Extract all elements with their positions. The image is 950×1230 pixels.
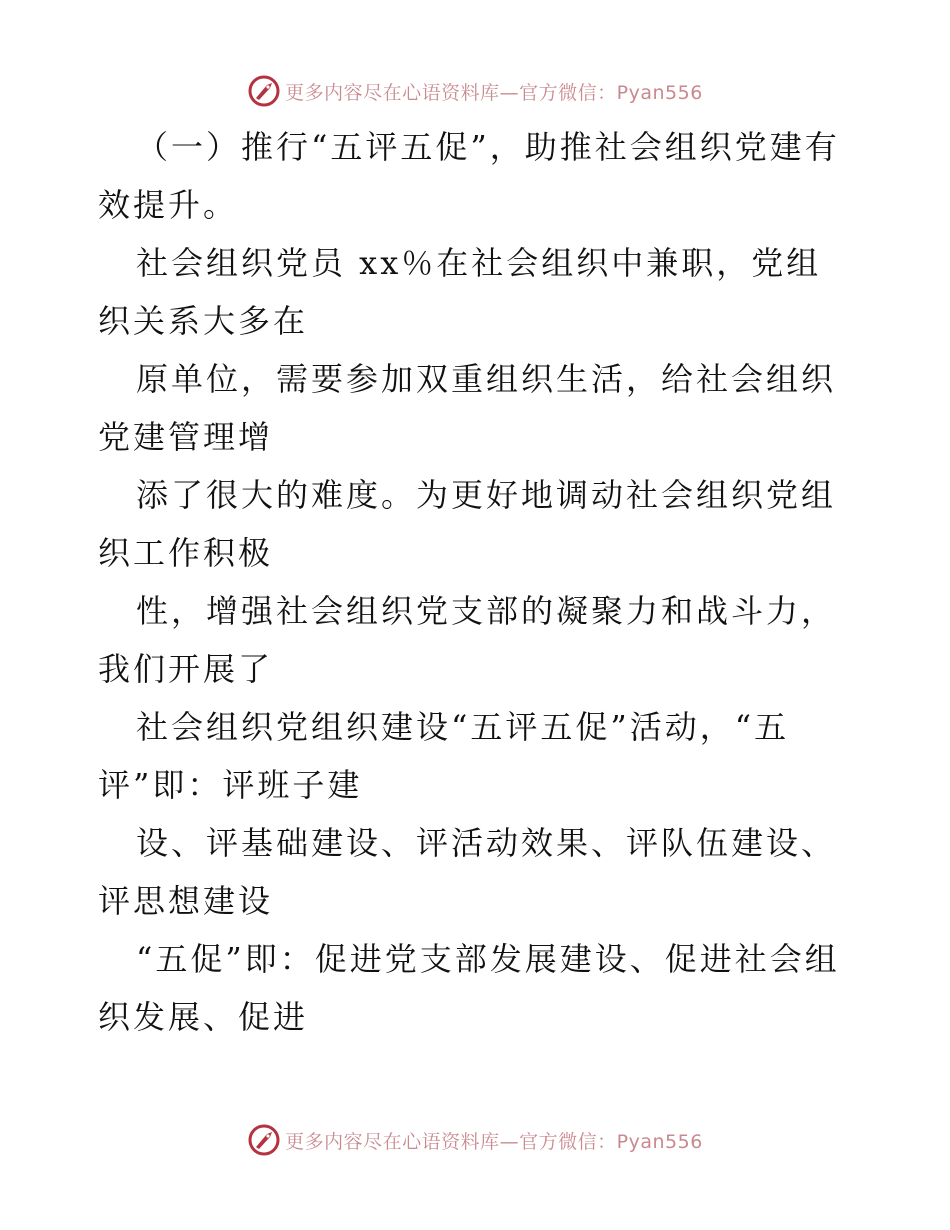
paragraph-1	[98, 118, 853, 234]
paragraph-6	[98, 698, 853, 814]
footer-watermark	[0, 1120, 950, 1160]
paragraph-1-line-1: （一）推行“五评五促”，助推社会组织党建有效提升。	[98, 128, 840, 224]
watermark-text: 更多内容尽在心语资料库—官方微信：Pyan556	[285, 1130, 703, 1153]
paragraph-5	[98, 582, 853, 698]
paragraph-2-line-1: 社会组织党员 xx％在社会组织中兼职，党组织关系大多在	[98, 244, 822, 340]
header-watermark	[0, 71, 950, 111]
pen-nib-logo-icon	[247, 1123, 281, 1157]
paragraph-2	[98, 234, 853, 350]
paragraph-5-line-1: 性，增强社会组织党支部的凝聚力和战斗力，我们开展了	[98, 592, 837, 688]
paragraph-6-line-1: 社会组织党组织建设“五评五促”活动，“五评”即：评班子建	[98, 708, 790, 804]
paragraph-8-line-1: “五促”即：促进党支部发展建设、促进社会组织发展、促进	[98, 940, 840, 1036]
paragraph-4-line-1: 添了很大的难度。为更好地调动社会组织党组织工作积极	[98, 476, 837, 572]
paragraph-7-line-1: 设、评基础建设、评活动效果、评队伍建设、评思想建设	[98, 824, 837, 920]
paragraph-8	[98, 930, 853, 1046]
paragraph-3-line-1: 原单位，需要参加双重组织生活，给社会组织党建管理增	[98, 360, 837, 456]
paragraph-4	[98, 466, 853, 582]
document-body	[98, 118, 853, 1046]
paragraph-7	[98, 814, 853, 930]
paragraph-3	[98, 350, 853, 466]
watermark-text: 更多内容尽在心语资料库—官方微信：Pyan556	[285, 81, 703, 104]
pen-nib-logo-icon	[247, 74, 281, 108]
